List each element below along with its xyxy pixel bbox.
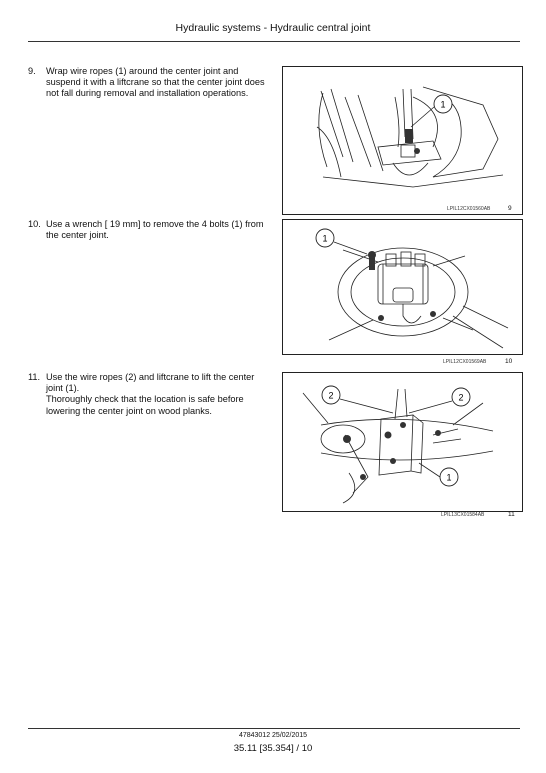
figure-11-number: 11 xyxy=(508,511,515,518)
page-header: Hydraulic systems - Hydraulic central joint xyxy=(175,22,371,34)
figure-11 xyxy=(282,372,523,512)
step-9 xyxy=(28,66,268,100)
figure-9-illustration xyxy=(283,67,522,214)
footer-doc-ref: 47843012 25/02/2015 xyxy=(238,732,308,739)
header-rule xyxy=(28,41,520,42)
step-text-note: Thoroughly check that the location is safe before lowering the center joint on wood planks. xyxy=(46,394,244,416)
footer-page-number: 35.11 [35.354] / 10 xyxy=(233,743,313,754)
figure-10 xyxy=(282,219,523,355)
figure-10-number: 10 xyxy=(505,358,513,365)
footer-rule xyxy=(28,728,520,729)
figure-9 xyxy=(282,66,523,215)
step-11 xyxy=(28,372,268,417)
callout-label: 2 xyxy=(458,392,464,403)
callout-label: 1 xyxy=(446,472,452,483)
step-text: Wrap wire ropes (1) around the center joint and suspend it with a liftcrane so that the center joint does not fall during removal and installation operations. xyxy=(46,66,265,99)
callout-label: 1 xyxy=(322,233,328,244)
figure-10-code: LPIL12CX01569AB xyxy=(443,359,487,365)
figure-9-number: 9 xyxy=(508,205,512,212)
step-number: 11. xyxy=(28,372,41,382)
step-10 xyxy=(28,219,268,241)
figure-9-code: LPIL12CX01560AB xyxy=(447,206,491,212)
step-text: Use a wrench [ 19 mm] to remove the 4 bolts (1) from the center joint. xyxy=(46,219,264,241)
step-number: 9. xyxy=(28,66,36,76)
figure-10-illustration xyxy=(283,220,522,354)
step-text: Use the wire ropes (2) and liftcrane to lift the center joint (1). xyxy=(46,372,255,394)
step-number: 10. xyxy=(28,219,41,229)
figure-11-illustration xyxy=(283,373,522,511)
figure-11-code: LPIL13CX01584AB xyxy=(441,512,485,518)
callout-label: 1 xyxy=(440,99,446,110)
callout-label: 2 xyxy=(328,390,334,401)
